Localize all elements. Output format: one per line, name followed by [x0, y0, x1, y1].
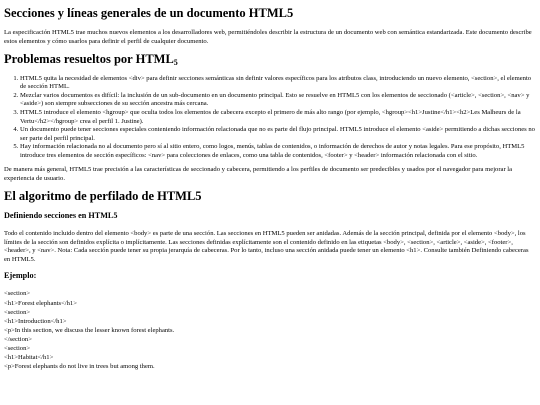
- algorithm-heading: El algoritmo de perfilado de HTML5: [4, 189, 202, 204]
- problems-heading-subscript: 5: [173, 58, 178, 68]
- defining-sections-heading: Definiendo secciones en HTML5: [4, 211, 118, 221]
- code-line: <h1>Forest elephants</h1>: [4, 299, 77, 307]
- problem-item-4: 4. Un documento puede tener secciones especiales conteniendo información relacionada que no es parte del flujo principal. HTML5 introduce el elemento <aside> permitiendo a dichas secciones no ser parte del perfil principal.: [20, 126, 536, 143]
- code-line: <h1>Habitat</h1>: [4, 354, 54, 362]
- problem-item-5: 5. Hay información relacionada no al documento pero sí al sitio entero, como logos, menús, tablas de contenidos, o información de derechos de autor y notas legales. Para ese propósito, HTML5 introduce tres elementos de sección específicos: <nav> para colecciones de enlaces, como una tabla de contenidos, <footer> y <header> información relacionada con el sitio.: [20, 143, 536, 160]
- problem-item-1: 1. HTML5 quita la necesidad de elementos <div> para definir secciones semánticas sin definir valores específicos para los atributos class, introduciendo un nuevo elemento, <section>, el elemento de sección HTML.: [20, 75, 536, 92]
- example-heading: Ejemplo:: [4, 270, 37, 280]
- code-line: <section>: [4, 344, 31, 352]
- problem-item-3: 3. HTML5 introduce el elemento <hgroup> que oculta todos los elementos de cabecera excepto el primero de más alto rango (por ejemplo, <hgroup><h1>Justine</h1><h2>Les Malheurs de la Vertu</h2></hgroup> crea el perfil 1. Justine).: [20, 109, 536, 126]
- example-code-block: [4, 289, 536, 371]
- summary-paragraph: De manera más general, HTML5 trae precisión a las características de seccionado y cabecera, permitiendo a los perfiles de documento ser predecibles y usados por el navegador para mejorar la experiencia de usuario.: [4, 166, 513, 182]
- code-line: <section>: [4, 308, 31, 316]
- code-line: <section>: [4, 290, 31, 298]
- code-line: <h1>Introduction</h1>: [4, 317, 67, 325]
- sections-body-paragraph: Todo el contenido incluido dentro del elemento <body> es parte de una sección. Las secciones en HTML5 pueden ser anidadas. Además de la sección principal, definida por el elemento <body>, los límites de la sección son definidos explícita o implícitamente. Las secciones definidas explícitamente son el contenido definido en las etiquetas <body>, <section>, <article>, <aside>, <footer>, <header>, y <nav>. Nota: Cada sección puede tener su propia jerarquía de cabeceras. Por lo tanto, incluso una sección anidada puede tener un elemento <h1>. Consulte también Definiendo cabeceras en HTML5.: [4, 230, 529, 263]
- code-line: </section>: [4, 335, 32, 343]
- code-line: <p>In this section, we discuss the lesser known forest elephants.: [4, 326, 175, 334]
- problem-item-2: 2. Mezclar varios documentos es difícil: la inclusión de un sub-documento en un documento principal. Esto se resuelve en HTML5 con los elementos de seccionado (<article>, <section>, <nav> y <aside>) son siempre subsecciones de su sección ancestra más cercana.: [20, 92, 536, 109]
- problems-list: [4, 75, 536, 161]
- problems-heading-text: Problemas resueltos por HTML: [4, 52, 174, 67]
- intro-paragraph: La especificación HTML5 trae muchos nuevos elementos a los desarrolladores web, permitiéndoles describir la estructura de un documento web con semántica estandarizada. Este documento describe estos elementos y cómo usarlos para definir el perfil de cualquier documento.: [4, 29, 532, 45]
- problems-heading: [4, 52, 536, 68]
- page-title: Secciones y líneas generales de un documento HTML5: [4, 6, 294, 20]
- code-line: <p>Forest elephants do not live in trees but among them.: [4, 363, 155, 371]
